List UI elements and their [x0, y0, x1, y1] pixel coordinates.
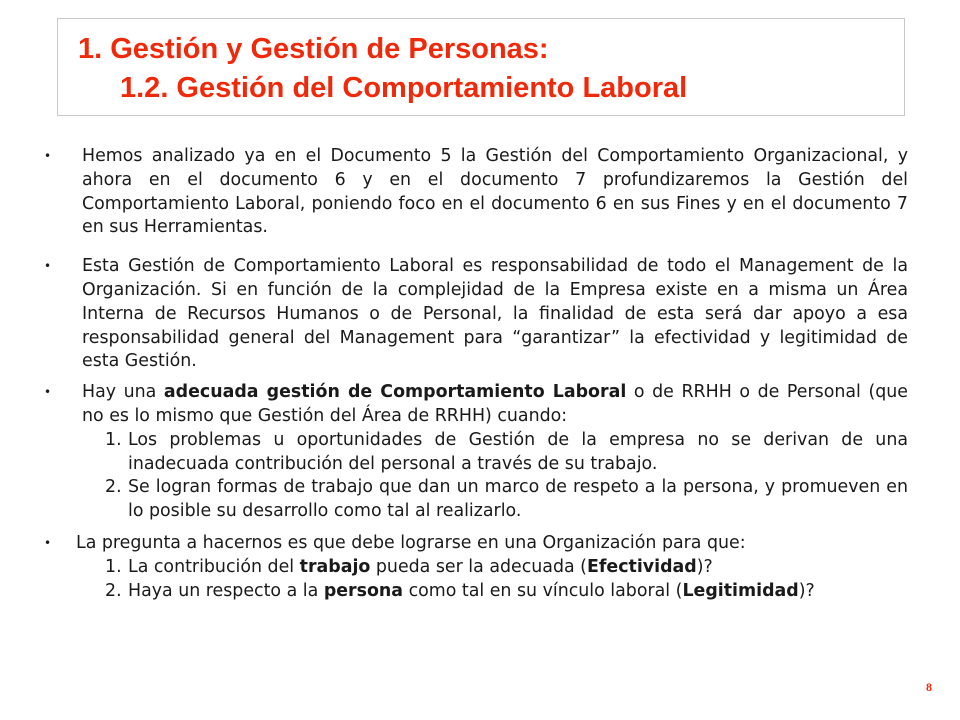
bullet-dot-icon: •: [44, 149, 52, 163]
bullet-item: [40, 145, 908, 240]
bullet-item: [40, 381, 908, 524]
list-number: 1.: [105, 556, 122, 577]
slide-content: [40, 145, 908, 603]
title-box: [57, 18, 905, 116]
bullet-text: La pregunta a hacernos es que debe lograrse en una Organización para que:: [76, 532, 746, 553]
list-item: [82, 476, 908, 524]
bold-emphasis: trabajo: [299, 556, 371, 577]
bullet-dot-icon: •: [44, 385, 52, 400]
bullet-dot-icon: •: [44, 535, 52, 550]
bullet-text: Hemos analizado ya en el Documento 5 la Gestión del Comportamiento Organizacional, y ahora en el documento 6 y en el documento 7 profundizaremos la Gestión del Comportamiento Laboral, poniendo foco en el documento 6 en sus Fines y en el documento 7 en sus Herramientas.: [82, 146, 908, 238]
slide-subtitle: 1.2. Gestión del Comportamiento Laboral: [120, 72, 688, 104]
bold-emphasis: Legitimidad: [682, 580, 799, 601]
numbered-list: [76, 556, 908, 604]
numbered-list: [82, 429, 908, 524]
bullet-text: Esta Gestión de Comportamiento Laboral es responsabilidad de todo el Management de la Organización. Si en función de la complejidad de la Empresa existe en a misma un Área Interna de Recursos Humanos o de Personal, la finalidad de esta será dar apoyo a esa responsabilidad general del Management para “garantizar” la efectividad y legitimidad de esta Gestión.: [82, 256, 908, 372]
bullet-dot-icon: •: [44, 259, 52, 274]
slide-title: 1. Gestión y Gestión de Personas:: [78, 33, 549, 65]
bullet-item: [40, 532, 908, 603]
bold-emphasis: adecuada gestión de Comportamiento Laboral: [163, 382, 627, 403]
list-item-text: Los problemas u oportunidades de Gestión de la empresa no se derivan de una inadecuada contribución del personal a través de su trabajo.: [128, 429, 908, 474]
page-number: 8: [926, 680, 932, 694]
list-item: 1. La contribución del trabajo pueda ser la adecuada (Efectividad)?: [76, 556, 908, 580]
bold-emphasis: persona: [323, 580, 404, 601]
list-item: [82, 429, 908, 477]
list-number: 2.: [105, 477, 122, 498]
bullet-item: [40, 255, 908, 374]
bullet-text: Hay una adecuada gestión de Comportamiento Laboral o de RRHH o de Personal (que no es lo mismo que Gestión del Área de RRHH) cuando:: [82, 382, 908, 426]
list-item: 2. Haya un respecto a la persona como tal en su vínculo laboral (Legitimidad)?: [76, 580, 908, 604]
bold-emphasis: Efectividad: [586, 556, 697, 577]
list-number: 2.: [105, 580, 122, 601]
list-number: 1.: [105, 429, 122, 450]
list-item-text: Se logran formas de trabajo que dan un marco de respeto a la persona, y promueven en lo posible su desarrollo como tal al realizarlo.: [128, 477, 908, 522]
